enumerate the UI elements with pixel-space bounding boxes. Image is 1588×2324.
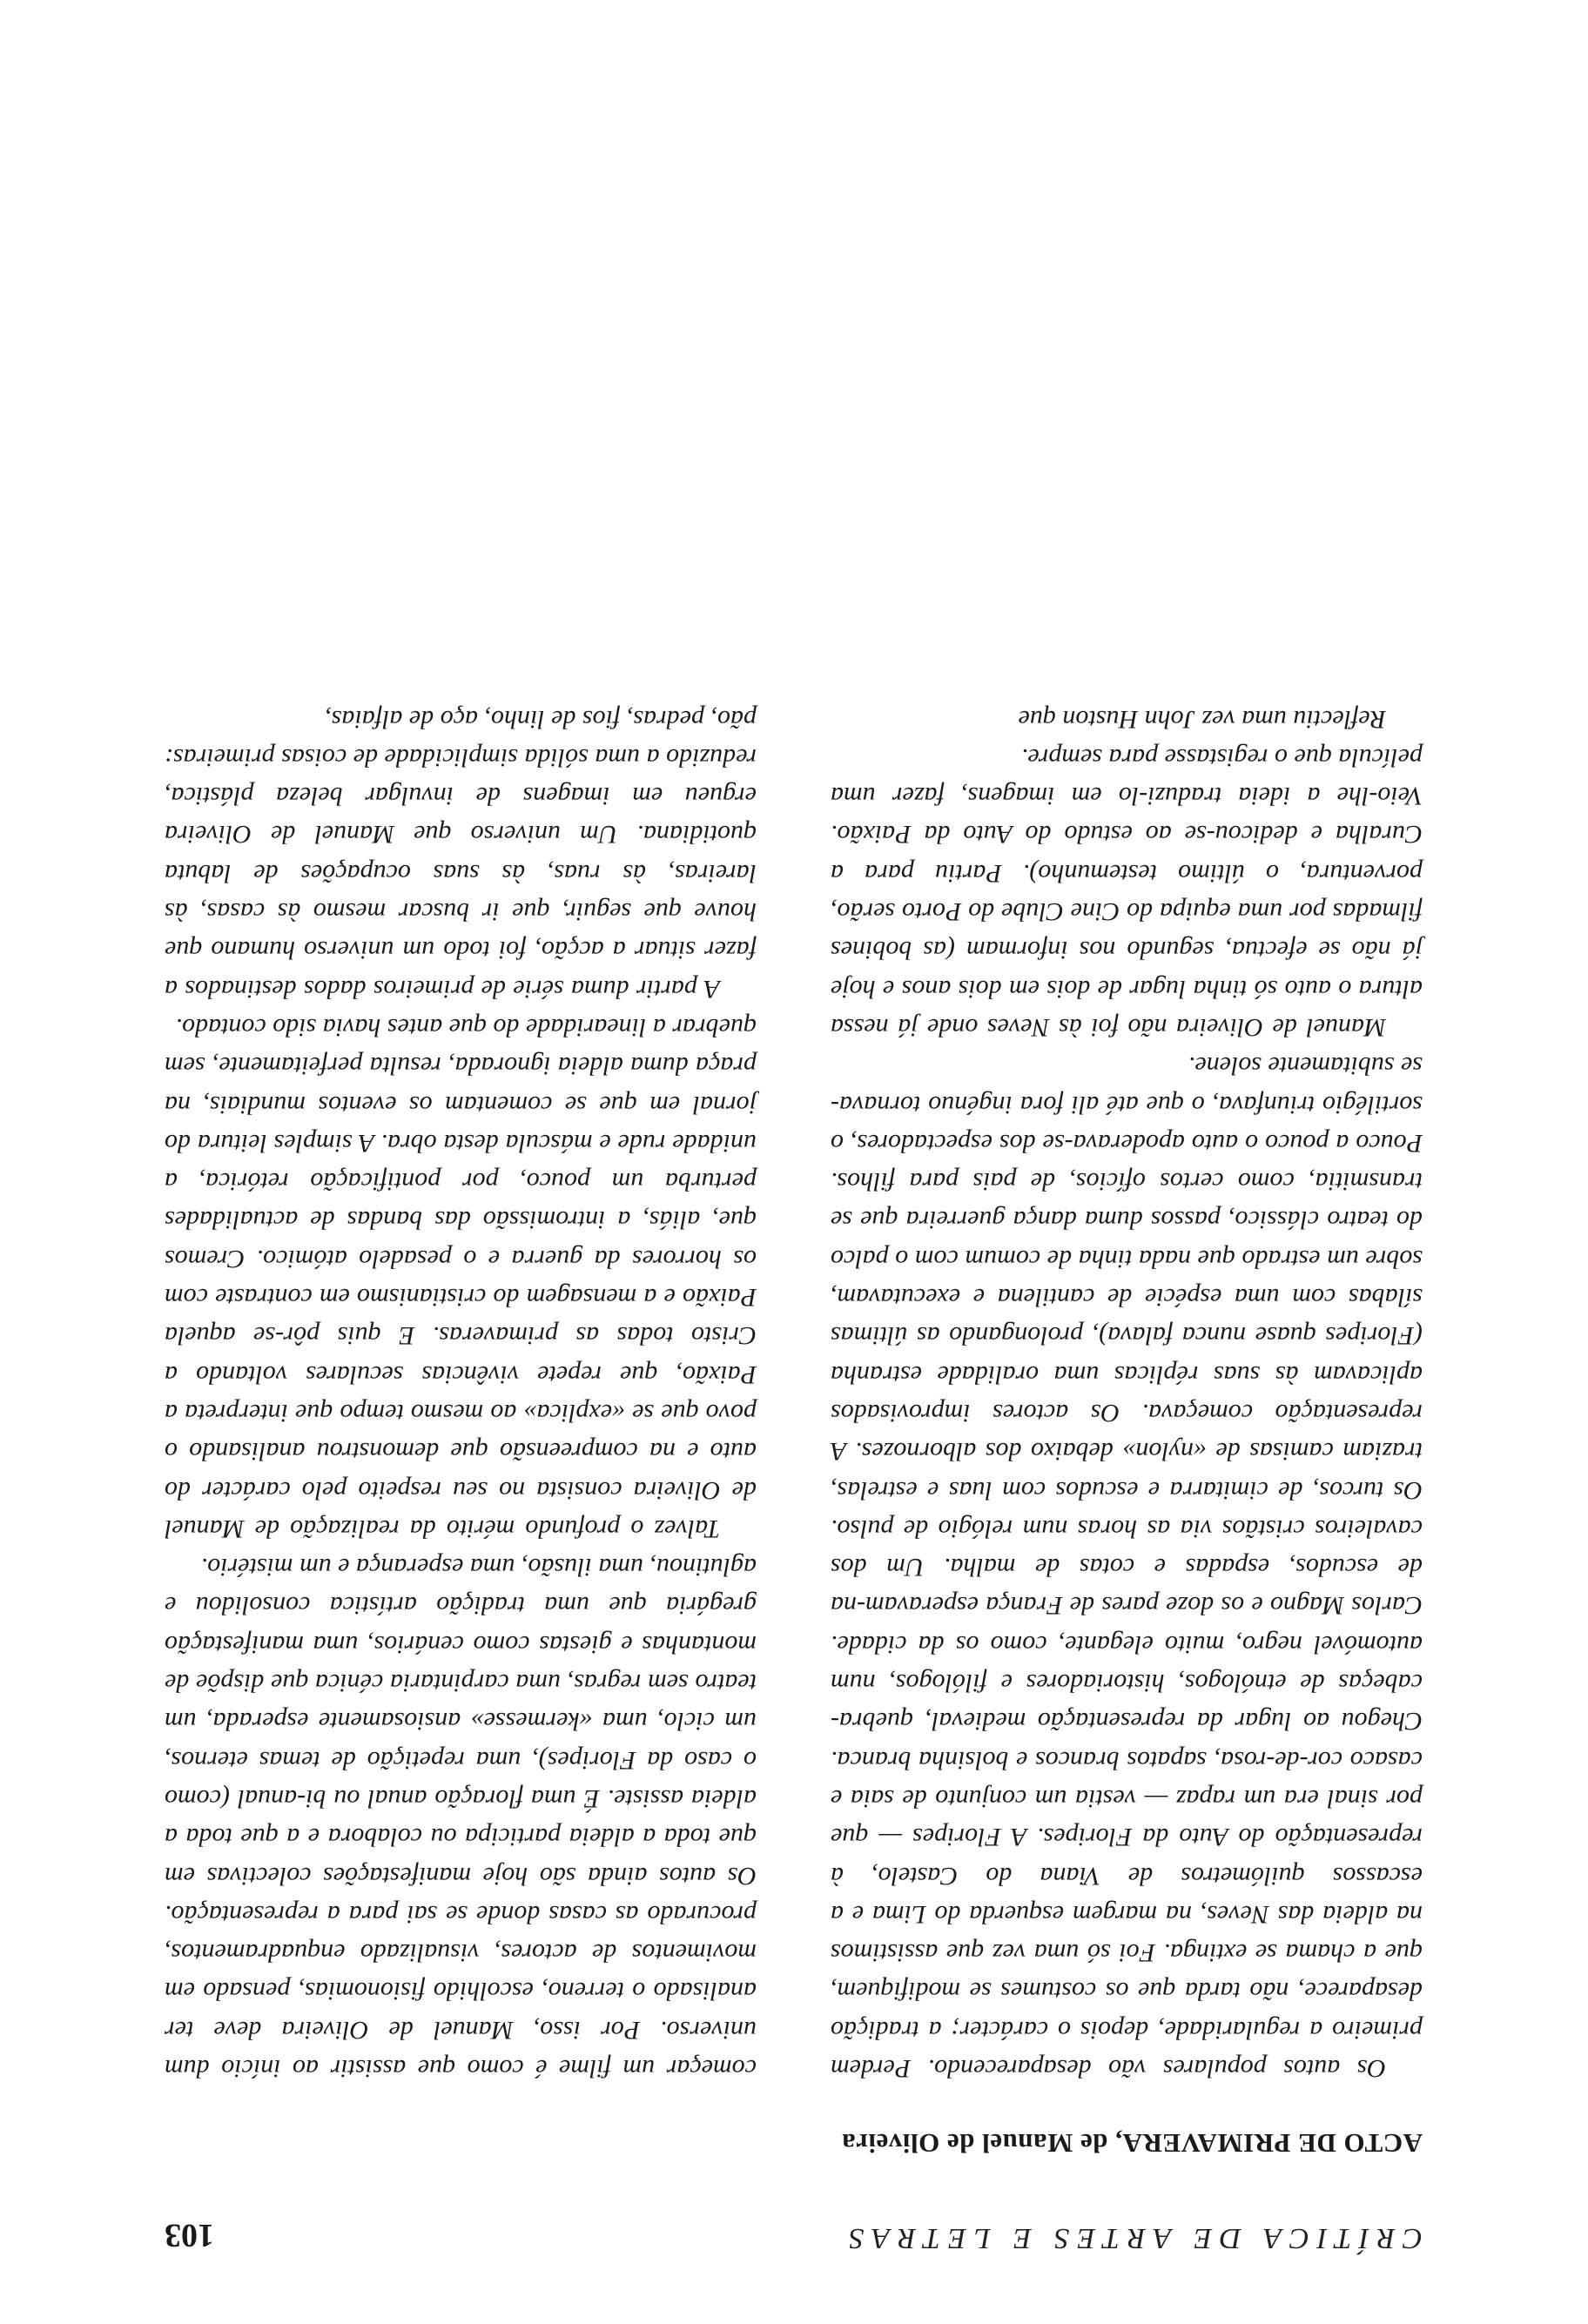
paragraph: começar um filme é como que assistir ao início dum universo. Por isso, Manuel de Oliveira deve ter analisado o terreno, escolhido fisionomias, pensado em movimentos de actores, visualizado enquadramentos, procurado as casas donde se sai para a representação. Os autos ainda são hoje manifestações colectivas em que toda a aldeia participa ou colabora e a que toda a aldeia assiste. É uma floração anual ou bi-anual (como o caso da Floripes), uma repetição de temas eternos, um ciclo, uma «kermesse» ansiosamente esperada, um teatro sem regras, uma carpintaria cénica que dispõe de montanhas e giestas como cenários, uma manifestação gregária que uma tradição artística consolidou e aglutinou, uma ilusão, uma esperança e um mistério.: [165, 1553, 757, 2083]
paragraph: A partir duma série de primeiros dados destinados a fazer situar a acção, foi todo um universo humano que houve que seguir, que ir buscar mesmo às casas, às lareiras, às ruas, às suas ocupações de labuta quotidiana. Um universo que Manuel de Oliveira ergueu em imagens de invulgar beleza plástica, reduzido a uma sólida simplicidade de coisas primeiras: pão, pedras, fios de linho, aço de alfaias,: [165, 704, 757, 1004]
paragraph: Reflectiu uma vez John Huston que: [1018, 704, 1386, 734]
journal-title: CRÍTICA DE ARTES E LETRAS: [841, 2222, 1423, 2254]
paragraph: Manuel de Oliveira não foi às Neves onde já nessa altura o auto só tinha lugar de dois em dois anos e hoje já não se efectua, segundo nos informam (as bobines filmadas por uma equipa do Cine Clube do Porto serão, porventura, o último testemunho). Partiu para a Curalha e dedicou-se ao estudo do Auto da Paixão. Veio-lhe a ideia traduzi-lo em imagens, fazer uma película que o registasse para sempre.: [831, 742, 1423, 1042]
left-column: [831, 699, 1423, 2087]
running-header: [165, 2211, 1423, 2254]
right-column: [165, 699, 757, 2087]
article-title: ACTO DE PRIMAVERA, de Manuel de Oliveira: [841, 2128, 1423, 2159]
page-number: 103: [165, 2217, 214, 2253]
paragraph: Talvez o profundo mérito da realização de Manuel de Oliveira consista no seu respeito pelo carácter do auto e na compreensão que demonstrou analisando o povo que se «explica» ao mesmo tempo que interpreta a Paixão, que repete vivências seculares voltando a Cristo todas as primaveras. E quis pôr-se aquela Paixão e a mensagem do cristianismo em contraste com os horrores da guerra e o pesadelo atómico. Cremos que, aliás, a intromissão das bandas de actualidades perturba um pouco, por pontificação retórica, a unidade rude e máscula desta obra. A simples leitura do jornal em que se comentam os eventos mundiais, na praça duma aldeia ignorada, resulta perfeitamente, sem quebrar a linearidade do que antes havia sido contado.: [165, 1012, 757, 1543]
paragraph: Os autos populares vão desaparecendo. Perdem primeiro a regularidade, depois o carácter; a tradição desaparece, não tarda que os costumes se modifiquem, que a chama se extinga. Foi só uma vez que assistimos na aldeia das Neves, na margem esquerda do Lima e a escassos quilómetros de Viana do Castelo, à representação do Auto da Floripes. A Floripes — que por sinal era um rapaz — vestia um conjunto de saia e casaco cor-de-rosa, sapatos brancos e bolsinha branca. Chegou ao lugar da representação medieval, quebra-cabeças de etnólogos, historiadores e filólogos, num automóvel negro, muito elegante, como os da cidade. Carlos Magno e os doze pares de França esperavam-na de escudos, espadas e cotas de malha. Um dos cavaleiros cristãos via as horas num relógio de pulso. Os turcos, de cimitarra e escudos com luas e estrelas, traziam camisas de «nylon» debaixo dos albornozes. A representação começava. Os actores improvisados aplicavam às suas réplicas uma oralidade estranha (Floripes quase nunca falava), prolongando as últimas sílabas com uma espécie de cantilena e executavam, sobre um estrado que nada tinha de comum com o palco do teatro clássico, passos duma dança guerreira que se transmitia, como certos ofícios, de pais para filhos. Pouco a pouco o auto apoderava-se dos espectadores, o sortilégio triunfava, o que até ali fora ingénuo tornava-se subitamente solene.: [831, 1051, 1423, 2083]
